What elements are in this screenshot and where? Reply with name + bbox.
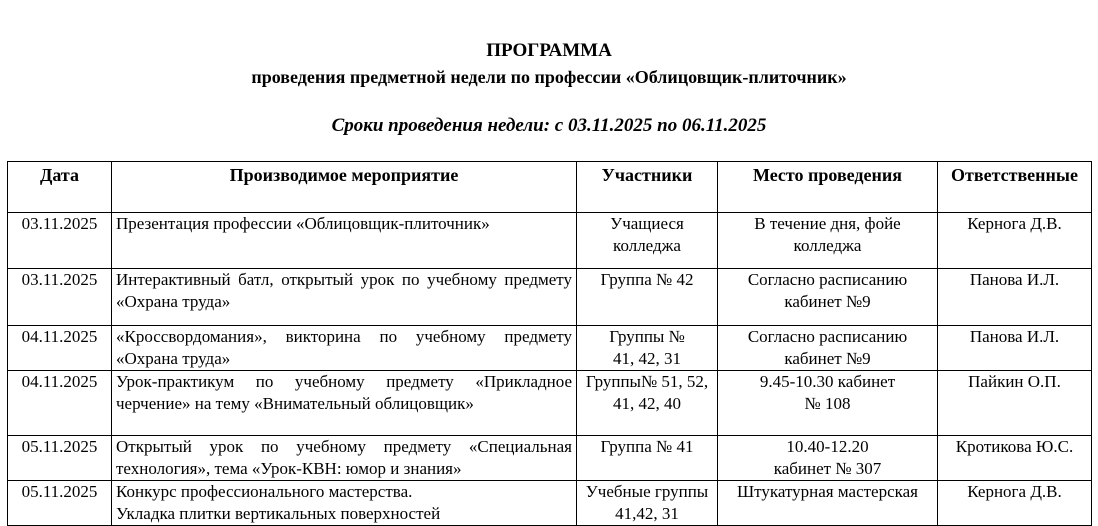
row-place: Согласно расписанию кабинет №9 [718, 269, 938, 326]
program-table [7, 161, 1092, 526]
row-responsible: Кротикова Ю.С. [938, 436, 1092, 481]
row-event-line-2: Укладка плитки вертикальных поверхностей [116, 504, 441, 523]
row-event: «Кроссвордомания», викторина по учебному предмету «Охрана труда» [112, 326, 577, 371]
row-date: 05.11.2025 [8, 481, 112, 526]
column-header-responsible: Ответственные [938, 162, 1092, 213]
row-event-line-1: Конкурс профессионального мастерства. [116, 482, 413, 501]
column-header-date: Дата [8, 162, 112, 213]
row-participants: Группы № 41, 42, 31 [577, 326, 718, 371]
row-date: 04.11.2025 [8, 326, 112, 371]
row-participants: Группа № 41 [577, 436, 718, 481]
row-date: 05.11.2025 [8, 436, 112, 481]
row-date: 03.11.2025 [8, 269, 112, 326]
row-date: 03.11.2025 [8, 213, 112, 269]
row-responsible: Кернога Д.В. [938, 481, 1092, 526]
row-participants: Учащиеся колледжа [577, 213, 718, 269]
table-row [8, 326, 1092, 371]
column-header-event: Производимое мероприятие [112, 162, 577, 213]
row-responsible: Панова И.Л. [938, 269, 1092, 326]
column-header-place: Место проведения [718, 162, 938, 213]
row-participants: Учебные группы 41,42, 31 [577, 481, 718, 526]
document-title: ПРОГРАММА [486, 40, 612, 61]
document-subtitle: проведения предметной недели по профессии «Облицовщик-плиточник» [251, 67, 847, 87]
row-place: 10.40-12.20 кабинет № 307 [718, 436, 938, 481]
week-dates: Сроки проведения недели: с 03.11.2025 по 06.11.2025 [331, 115, 767, 136]
table-row [8, 213, 1092, 269]
row-place: В течение дня, фойе колледжа [718, 213, 938, 269]
table-row [8, 269, 1092, 326]
row-place: 9.45-10.30 кабинет № 108 [718, 371, 938, 436]
row-place: Согласно расписанию кабинет №9 [718, 326, 938, 371]
row-event [112, 481, 577, 526]
table-row [8, 436, 1092, 481]
row-event: Интерактивный батл, открытый урок по учебному предмету «Охрана труда» [112, 269, 577, 326]
row-place: Штукатурная мастерская [718, 481, 938, 526]
row-participants: Группа № 42 [577, 269, 718, 326]
column-header-participants: Участники [577, 162, 718, 213]
table-row [8, 481, 1092, 526]
row-responsible: Панова И.Л. [938, 326, 1092, 371]
row-event: Урок-практикум по учебному предмету «Прикладное черчение» на тему «Внимательный облицовщик» [112, 371, 577, 436]
table-row [8, 371, 1092, 436]
row-date: 04.11.2025 [8, 371, 112, 436]
row-responsible: Пайкин О.П. [938, 371, 1092, 436]
row-event: Презентация профессии «Облицовщик-плиточник» [112, 213, 577, 269]
row-responsible: Кернога Д.В. [938, 213, 1092, 269]
row-event: Открытый урок по учебному предмету «Специальная технология», тема «Урок-КВН: юмор и знания» [112, 436, 577, 481]
table-header-row [8, 162, 1092, 213]
row-participants: Группы№ 51, 52, 41, 42, 40 [577, 371, 718, 436]
